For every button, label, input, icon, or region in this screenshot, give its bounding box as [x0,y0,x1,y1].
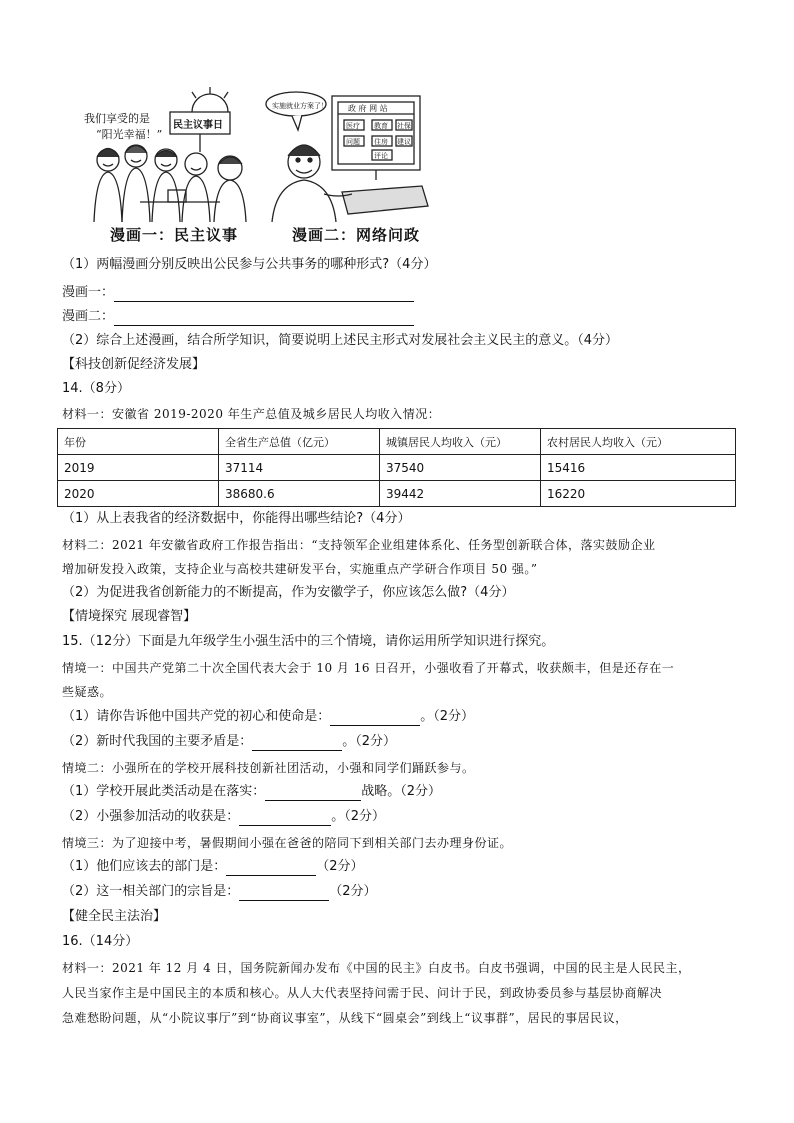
q15-s2-q2-text: （2）小强参加活动的收获是： [62,809,240,824]
q15-s2-q1-text: （1）学校开展此类活动是在落实： [62,784,266,799]
q15-s3-q1-tail: （2分） [316,859,364,874]
q16-material-1-line1: 材料一：2021 年 12 月 4 日，国务院新闻办发布《中国的民主》白皮书。白皮书强调，中国的民主是人民民主， [62,961,691,975]
table-cell: 2020 [58,481,219,507]
table-cell: 15416 [541,455,736,481]
table-cell: 2019 [58,455,219,481]
q14-number: 14.（8分） [62,381,130,396]
cartoon-one-caption: 漫画一：民主议事 [110,226,239,244]
table-header-row [58,429,736,455]
screen-button-housing: 住房 [374,138,388,146]
q16-material-1-line2: 人民当家作主是中国民主的本质和核心。从人大代表坚持问需于民、问计于民，到政协委员参与基层协商解决 [62,986,663,1000]
q15-s2-q2-blank[interactable] [239,811,331,826]
table-row [58,481,736,507]
screen-button-suggestion: 建议 [397,138,411,146]
cartoon-two-speech: 实施就业方案了！ [272,102,328,110]
screen-button-question: 问题 [346,138,360,146]
cartoon-one-image [80,82,260,222]
q15-situation-1-line2: 些疑惑。 [62,685,113,699]
q15-s2-q1-blank[interactable] [265,786,361,801]
q15-s1-q2-tail: 。（2分） [342,734,397,749]
q15-s3-q1-blank[interactable] [226,861,316,876]
q13-answer-1 [62,284,414,302]
q14-data-table [57,428,736,507]
q13-answer-1-blank[interactable] [114,287,414,302]
screen-button-education: 教育 [374,122,388,130]
q15-s1-question-2 [62,733,396,751]
table-header-gdp: 全省生产总值（亿元） [219,429,380,455]
q14-material-2-line1: 材料二：2021 年安徽省政府工作报告指出：“支持领军企业组建体系化、任务型创新联合体，落实鼓励企业 [62,538,656,552]
q16-number: 16.（14分） [62,934,139,949]
q15-s2-question-2 [62,808,385,826]
q13-prompt-2: （2）综合上述漫画，结合所学知识，简要说明上述民主形式对发展社会主义民主的意义。（4分） [62,333,619,348]
q14-prompt-2: （2）为促进我省创新能力的不断提高，作为安徽学子，你应该怎么做?（4分） [62,585,515,600]
q14-material-1: 材料一：安徽省 2019-2020 年生产总值及城乡居民人均收入情况： [62,407,441,421]
cartoon-two-screen-header: 政 府 网 站 [348,104,388,113]
q15-s3-q2-blank[interactable] [239,886,329,901]
cartoon-two-image [262,82,434,222]
screen-button-comment: 评论 [374,152,388,160]
q16-material-1-line3: 急难愁盼问题，从“小院议事厅”到“协商议事室”，从线下“圆桌会”到线上“议事群”，居民的事居民议， [62,1011,628,1025]
table-row [58,455,736,481]
q15-s1-q1-text: （1）请你告诉他中国共产党的初心和使命是： [62,709,331,724]
section-tech-heading: 【科技创新促经济发展】 [62,357,206,372]
screen-button-social-security: 社保 [397,122,411,130]
cartoon-one-speech-line1: 我们享受的是 [84,112,150,125]
q13-answer-2 [62,308,414,326]
q15-s3-question-1 [62,858,364,876]
q15-intro: 15.（12分）下面是九年级学生小强生活中的三个情境，请你运用所学知识进行探究。 [62,634,555,649]
q15-s2-q2-tail: 。（2分） [331,809,386,824]
q15-s3-q2-tail: （2分） [329,884,377,899]
q15-situation-1-line1: 情境一：中国共产党第二十次全国代表大会于 10 月 16 日召开，小强收看了开幕式，收获颇丰，但是还存在一 [62,661,675,675]
section-law-heading: 【健全民主法治】 [62,909,167,924]
cartoon-one-sign-text: 民主议事日 [173,120,223,131]
q15-s1-q2-text: （2）新时代我国的主要矛盾是： [62,734,253,749]
screen-button-medical: 医疗 [346,122,360,130]
cartoon-two-drawing [262,82,434,222]
q15-s1-q1-tail: 。（2分） [420,709,475,724]
cartoon-one-speech-line2: “阳光幸福！” [96,128,163,141]
table-cell: 38680.6 [219,481,380,507]
q15-situation-3: 情境三：为了迎接中考，暑假期间小强在爸爸的陪同下到相关部门去办理身份证。 [62,836,513,850]
table-cell: 37540 [380,455,541,481]
q15-s3-q1-text: （1）他们应该去的部门是： [62,859,227,874]
table-cell: 16220 [541,481,736,507]
table-cell: 37114 [219,455,380,481]
q13-answer-1-label: 漫画一： [62,285,115,300]
q15-s3-q2-text: （2）这一相关部门的宗旨是： [62,884,240,899]
cartoon-one-drawing [80,82,260,222]
table-cell: 39442 [380,481,541,507]
table-header-urban-income: 城镇居民人均收入（元） [380,429,541,455]
section-situation-heading: 【情境探究 展现睿智】 [62,609,197,624]
q15-s1-q1-blank[interactable] [330,711,420,726]
q13-answer-2-blank[interactable] [114,311,414,326]
table-header-rural-income: 农村居民人均收入（元） [541,429,736,455]
q15-s1-question-1 [62,708,474,726]
q15-s2-q1-tail: 战略。（2分） [361,784,442,799]
q15-s2-question-1 [62,783,441,801]
q13-prompt-1: （1）两幅漫画分别反映出公民参与公共事务的哪种形式?（4分） [62,257,437,272]
q15-s3-question-2 [62,883,377,901]
q15-s1-q2-blank[interactable] [252,736,342,751]
q15-situation-2: 情境二：小强所在的学校开展科技创新社团活动，小强和同学们踊跃参与。 [62,761,475,775]
q14-material-2-line2: 增加研发投入政策，支持企业与高校共建研发平台，实施重点产学研合作项目 50 强。” [62,562,538,576]
q13-answer-2-label: 漫画二： [62,309,115,324]
q14-prompt-1: （1）从上表我省的经济数据中，你能得出哪些结论?（4分） [62,511,411,526]
table-header-year: 年份 [58,429,219,455]
cartoon-two-caption: 漫画二：网络问政 [292,226,421,244]
